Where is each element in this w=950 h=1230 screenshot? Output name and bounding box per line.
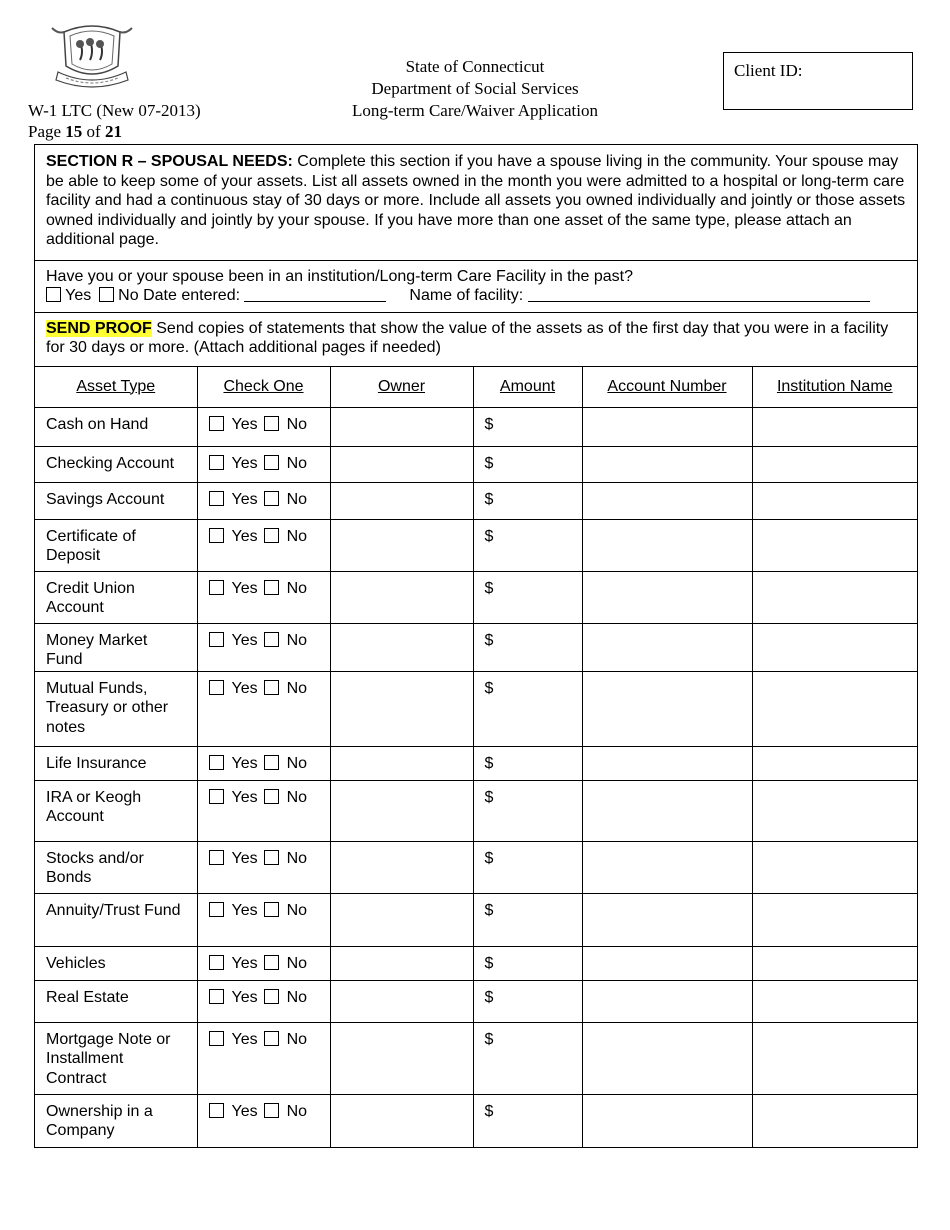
yes-label: Yes — [231, 679, 258, 697]
yes-checkbox[interactable] — [209, 989, 224, 1004]
column-header: Check One — [197, 367, 330, 408]
form-identifier — [28, 100, 201, 142]
currency-symbol: $ — [484, 954, 494, 972]
yes-label: Yes — [231, 631, 258, 649]
state-seal-logo — [44, 22, 140, 92]
table-row — [35, 407, 917, 446]
yes-checkbox[interactable] — [209, 902, 224, 917]
institution-name-cell[interactable] — [752, 893, 917, 946]
table-header-row — [35, 367, 917, 408]
institution-name-cell[interactable] — [752, 946, 917, 980]
currency-symbol: $ — [484, 454, 494, 472]
institution-name-cell[interactable] — [752, 623, 917, 671]
institution-name-cell[interactable] — [752, 780, 917, 841]
table-row — [35, 623, 917, 671]
yes-label: Yes — [231, 954, 258, 972]
amount-cell[interactable] — [473, 980, 582, 1022]
yes-label: Yes — [231, 788, 258, 806]
asset-type-cell: Mortgage Note or Installment Contract — [35, 1022, 197, 1094]
column-header: Institution Name — [752, 367, 917, 408]
currency-symbol: $ — [484, 901, 494, 919]
no-label: No — [286, 631, 308, 649]
account-number-cell[interactable] — [582, 1022, 752, 1094]
institution-name-cell[interactable] — [752, 1022, 917, 1094]
no-checkbox[interactable] — [264, 955, 279, 970]
yes-label: Yes — [231, 901, 258, 919]
client-id-label: Client ID: — [734, 61, 803, 80]
check-one-cell — [197, 893, 330, 946]
asset-type-cell: Vehicles — [35, 946, 197, 980]
account-number-cell[interactable] — [582, 446, 752, 482]
no-checkbox[interactable] — [264, 989, 279, 1004]
no-checkbox[interactable] — [264, 789, 279, 804]
section-title: SECTION R – SPOUSAL NEEDS: — [46, 153, 293, 170]
account-number-cell[interactable] — [582, 841, 752, 893]
currency-symbol: $ — [484, 527, 494, 545]
asset-type-cell: Certificate of Deposit — [35, 519, 197, 571]
no-label: No — [286, 754, 308, 772]
owner-cell[interactable] — [330, 1094, 473, 1147]
institution-yes-label: Yes — [65, 287, 92, 304]
no-label: No — [286, 1030, 308, 1048]
amount-cell[interactable] — [473, 893, 582, 946]
amount-cell[interactable] — [473, 407, 582, 446]
account-number-cell[interactable] — [582, 671, 752, 746]
no-checkbox[interactable] — [264, 1103, 279, 1118]
yes-checkbox[interactable] — [209, 1103, 224, 1118]
no-checkbox[interactable] — [264, 528, 279, 543]
yes-label: Yes — [231, 454, 258, 472]
table-row — [35, 446, 917, 482]
yes-label: Yes — [231, 988, 258, 1006]
table-row — [35, 671, 917, 746]
amount-cell[interactable] — [473, 671, 582, 746]
no-label: No — [286, 988, 308, 1006]
yes-label: Yes — [231, 1102, 258, 1120]
yes-checkbox[interactable] — [209, 1031, 224, 1046]
column-header: Amount — [473, 367, 582, 408]
institution-name-cell[interactable] — [752, 407, 917, 446]
no-label: No — [286, 527, 308, 545]
asset-type-cell: Savings Account — [35, 482, 197, 519]
yes-label: Yes — [231, 849, 258, 867]
yes-checkbox[interactable] — [209, 680, 224, 695]
check-one-cell — [197, 519, 330, 571]
owner-cell[interactable] — [330, 482, 473, 519]
yes-checkbox[interactable] — [209, 528, 224, 543]
spousal-needs-form — [34, 144, 918, 1148]
owner-cell[interactable] — [330, 780, 473, 841]
yes-checkbox[interactable] — [209, 491, 224, 506]
no-label: No — [286, 454, 308, 472]
agency-header — [300, 56, 650, 122]
yes-checkbox[interactable] — [209, 416, 224, 431]
owner-cell[interactable] — [330, 980, 473, 1022]
institution-name-cell[interactable] — [752, 519, 917, 571]
yes-checkbox[interactable] — [209, 789, 224, 804]
no-checkbox[interactable] — [264, 416, 279, 431]
no-checkbox[interactable] — [264, 632, 279, 647]
currency-symbol: $ — [484, 631, 494, 649]
table-row — [35, 841, 917, 893]
yes-label: Yes — [231, 527, 258, 545]
account-number-cell[interactable] — [582, 780, 752, 841]
yes-checkbox[interactable] — [209, 955, 224, 970]
account-number-cell[interactable] — [582, 946, 752, 980]
form-id: W-1 LTC (New 07-2013) — [28, 101, 201, 120]
client-id-field[interactable] — [723, 52, 913, 110]
asset-type-cell: Real Estate — [35, 980, 197, 1022]
section-intro — [35, 145, 917, 261]
owner-cell[interactable] — [330, 746, 473, 780]
check-one-cell — [197, 746, 330, 780]
owner-cell[interactable] — [330, 519, 473, 571]
amount-cell[interactable] — [473, 946, 582, 980]
amount-cell[interactable] — [473, 1094, 582, 1147]
institution-yes-checkbox[interactable] — [46, 287, 61, 302]
check-one-cell — [197, 571, 330, 623]
amount-cell[interactable] — [473, 446, 582, 482]
owner-cell[interactable] — [330, 1022, 473, 1094]
check-one-cell — [197, 446, 330, 482]
yes-label: Yes — [231, 754, 258, 772]
check-one-cell — [197, 671, 330, 746]
table-row — [35, 780, 917, 841]
table-row — [35, 946, 917, 980]
check-one-cell — [197, 841, 330, 893]
column-header: Owner — [330, 367, 473, 408]
asset-type-cell: Cash on Hand — [35, 407, 197, 446]
no-label: No — [286, 901, 308, 919]
table-row — [35, 519, 917, 571]
no-checkbox[interactable] — [264, 491, 279, 506]
yes-label: Yes — [231, 490, 258, 508]
amount-cell[interactable] — [473, 746, 582, 780]
owner-cell[interactable] — [330, 671, 473, 746]
amount-cell[interactable] — [473, 571, 582, 623]
no-label: No — [286, 788, 308, 806]
asset-type-cell: Credit Union Account — [35, 571, 197, 623]
amount-cell[interactable] — [473, 1022, 582, 1094]
no-checkbox[interactable] — [264, 580, 279, 595]
institution-name-cell[interactable] — [752, 482, 917, 519]
column-header: Asset Type — [76, 377, 156, 395]
department-name: Department of Social Services — [371, 79, 579, 98]
institution-no-label: No — [118, 287, 139, 304]
facility-name-label: Name of facility: — [409, 287, 524, 304]
asset-type-cell: Ownership in a Company — [35, 1094, 197, 1147]
send-proof-notice — [35, 313, 917, 367]
check-one-cell — [197, 946, 330, 980]
no-checkbox[interactable] — [264, 755, 279, 770]
check-one-cell — [197, 1094, 330, 1147]
yes-checkbox[interactable] — [209, 455, 224, 470]
no-label: No — [286, 415, 308, 433]
institution-name-cell[interactable] — [752, 671, 917, 746]
account-number-cell[interactable] — [582, 519, 752, 571]
table-row — [35, 980, 917, 1022]
owner-cell[interactable] — [330, 893, 473, 946]
no-label: No — [286, 849, 308, 867]
institution-name-cell[interactable] — [752, 571, 917, 623]
account-number-cell[interactable] — [582, 407, 752, 446]
no-label: No — [286, 579, 308, 597]
no-checkbox[interactable] — [264, 850, 279, 865]
institution-no-checkbox[interactable] — [99, 287, 114, 302]
institution-question — [35, 261, 917, 313]
yes-label: Yes — [231, 579, 258, 597]
owner-cell[interactable] — [330, 623, 473, 671]
account-number-cell[interactable] — [582, 571, 752, 623]
table-row — [35, 1094, 917, 1147]
currency-symbol: $ — [484, 579, 494, 597]
account-number-cell[interactable] — [582, 893, 752, 946]
table-row — [35, 746, 917, 780]
facility-name-field[interactable] — [528, 287, 870, 302]
date-entered-label: Date entered: — [143, 287, 241, 304]
table-row — [35, 1022, 917, 1094]
yes-checkbox[interactable] — [209, 850, 224, 865]
check-one-cell — [197, 1022, 330, 1094]
currency-symbol: $ — [484, 490, 494, 508]
check-one-cell — [197, 780, 330, 841]
institution-name-cell[interactable] — [752, 980, 917, 1022]
date-entered-field[interactable] — [244, 287, 386, 302]
asset-type-cell: Life Insurance — [35, 746, 197, 780]
state-name: State of Connecticut — [405, 57, 545, 76]
owner-cell[interactable] — [330, 841, 473, 893]
page-indicator: Page 15 of 21 — [28, 122, 122, 141]
no-label: No — [286, 1102, 308, 1120]
institution-name-cell[interactable] — [752, 746, 917, 780]
amount-cell[interactable] — [473, 780, 582, 841]
account-number-cell[interactable] — [582, 980, 752, 1022]
no-checkbox[interactable] — [264, 680, 279, 695]
asset-type-cell: Checking Account — [35, 446, 197, 482]
currency-symbol: $ — [484, 754, 494, 772]
asset-type-cell: Annuity/Trust Fund — [35, 893, 197, 946]
owner-cell[interactable] — [330, 946, 473, 980]
currency-symbol: $ — [484, 415, 494, 433]
assets-table — [35, 367, 917, 1148]
amount-cell[interactable] — [473, 519, 582, 571]
amount-cell[interactable] — [473, 623, 582, 671]
application-title: Long-term Care/Waiver Application — [352, 101, 598, 120]
yes-checkbox[interactable] — [209, 632, 224, 647]
amount-cell[interactable] — [473, 482, 582, 519]
currency-symbol: $ — [484, 788, 494, 806]
send-proof-text: Send copies of statements that show the value of the assets as of the first day that you were in a facility for 30 days or more. (Attach additional pages if needed) — [46, 319, 889, 356]
asset-type-cell: Money Market Fund — [35, 623, 197, 671]
owner-cell[interactable] — [330, 571, 473, 623]
owner-cell[interactable] — [330, 407, 473, 446]
check-one-cell — [197, 980, 330, 1022]
institution-name-cell[interactable] — [752, 841, 917, 893]
check-one-cell — [197, 623, 330, 671]
no-checkbox[interactable] — [264, 1031, 279, 1046]
currency-symbol: $ — [484, 1102, 494, 1120]
asset-type-cell: Stocks and/or Bonds — [35, 841, 197, 893]
yes-label: Yes — [231, 415, 258, 433]
yes-checkbox[interactable] — [209, 580, 224, 595]
no-label: No — [286, 954, 308, 972]
check-one-cell — [197, 482, 330, 519]
asset-type-cell: Mutual Funds, Treasury or other notes — [35, 671, 197, 746]
no-label: No — [286, 679, 308, 697]
account-number-cell[interactable] — [582, 1094, 752, 1147]
table-row — [35, 893, 917, 946]
account-number-cell[interactable] — [582, 623, 752, 671]
account-number-cell[interactable] — [582, 482, 752, 519]
currency-symbol: $ — [484, 679, 494, 697]
send-proof-highlight: SEND PROOF — [46, 319, 152, 337]
table-row — [35, 482, 917, 519]
yes-checkbox[interactable] — [209, 755, 224, 770]
table-row — [35, 571, 917, 623]
institution-name-cell[interactable] — [752, 446, 917, 482]
amount-cell[interactable] — [473, 841, 582, 893]
section-instructions: Complete this section if you have a spouse living in the community. Your spouse may be able to keep some of your assets. List all assets owned in the month you were admitted to a hospital or long-term care facility and had a continuous stay of 30 days or more. Include all assets you owned individually and jointly or those assets owned individually and jointly by your spouse. If you have more than one asset of the same type, please attach an additional page. — [46, 153, 906, 248]
institution-name-cell[interactable] — [752, 1094, 917, 1147]
asset-type-cell: IRA or Keogh Account — [35, 780, 197, 841]
yes-label: Yes — [231, 1030, 258, 1048]
currency-symbol: $ — [484, 1030, 494, 1048]
currency-symbol: $ — [484, 849, 494, 867]
owner-cell[interactable] — [330, 446, 473, 482]
currency-symbol: $ — [484, 988, 494, 1006]
no-label: No — [286, 490, 308, 508]
column-header: Account Number — [582, 367, 752, 408]
no-checkbox[interactable] — [264, 902, 279, 917]
no-checkbox[interactable] — [264, 455, 279, 470]
institution-question-text: Have you or your spouse been in an institution/Long-term Care Facility in the past? — [46, 267, 633, 285]
account-number-cell[interactable] — [582, 746, 752, 780]
check-one-cell — [197, 407, 330, 446]
